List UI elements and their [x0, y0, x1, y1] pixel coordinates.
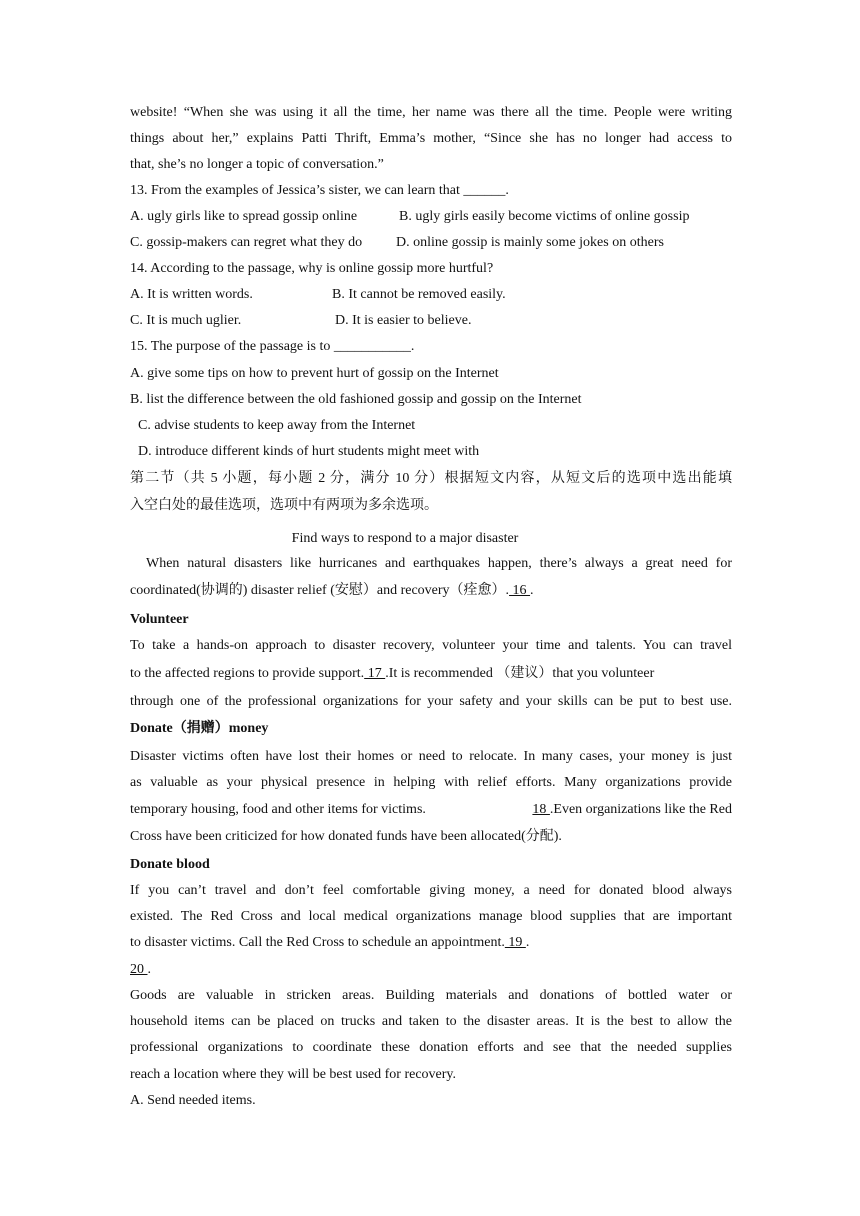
blank-18: 18: [532, 802, 550, 817]
blank-17: 17: [364, 666, 386, 681]
donate-money-paragraph: Disaster victims often have lost their homes or need to relocate. In many cases, your money is just: [130, 749, 732, 764]
article-intro: coordinated(协调的) disaster relief (安慰）and recovery（痊愈）. 16 .: [130, 583, 534, 598]
article-title: Find ways to respond to a major disaster: [291, 531, 519, 546]
q14-option-b: B. It cannot be removed easily.: [332, 287, 506, 302]
answer-option-a: A. Send needed items.: [130, 1093, 256, 1108]
goods-paragraph: Goods are valuable in stricken areas. Building materials and donations of bottled water or: [130, 988, 732, 1003]
section-2-instructions: 第二节（共 5 小题，每小题 2 分，满分 10 分）根据短文内容，从短文后的选项中选出能填: [130, 471, 732, 486]
heading-donate-blood: Donate blood: [130, 857, 210, 872]
blank-20: 20: [130, 962, 148, 977]
q15-option-a: A. give some tips on how to prevent hurt of gossip on the Internet: [130, 366, 499, 381]
volunteer-paragraph: to the affected regions to provide support. 17 .It is recommended （建议）that you volunteer: [130, 666, 655, 681]
q13-option-a: A. ugly girls like to spread gossip online: [130, 209, 358, 224]
q14-option-a: A. It is written words.: [130, 287, 253, 302]
blank-16: 16: [509, 583, 531, 598]
q15-option-d: D. introduce different kinds of hurt students might meet with: [138, 444, 480, 459]
donate-blood-paragraph: to disaster victims. Call the Red Cross to schedule an appointment. 19 .: [130, 935, 530, 950]
passage-line: things about her,” explains Patti Thrift, Emma’s mother, “Since she has no longer had access to: [130, 131, 732, 146]
q14-option-c: C. It is much uglier.: [130, 313, 242, 328]
volunteer-paragraph: To take a hands-on approach to disaster recovery, volunteer your time and talents. You can travel: [130, 638, 732, 653]
volunteer-paragraph: through one of the professional organizations for your safety and your skills can be put to best use.: [130, 694, 732, 709]
question-14-stem: 14. According to the passage, why is online gossip more hurtful?: [130, 261, 494, 276]
goods-paragraph: reach a location where they will be best used for recovery.: [130, 1067, 457, 1082]
article-intro: When natural disasters like hurricanes and earthquakes happen, there’s always a great need for: [146, 556, 732, 571]
q14-option-d: D. It is easier to believe.: [335, 313, 472, 328]
question-13-stem: 13. From the examples of Jessica’s sister, we can learn that ______.: [130, 183, 509, 198]
heading-blank-20: 20 .: [130, 962, 151, 977]
donate-money-paragraph: as valuable as your physical presence in helping with relief efforts. Many organizations provide: [130, 775, 732, 790]
goods-paragraph: professional organizations to coordinate these donation efforts and see that the needed supplies: [130, 1040, 732, 1055]
donate-blood-paragraph: existed. The Red Cross and local medical organizations manage blood supplies that are important: [130, 909, 732, 924]
passage-line: website! “When she was using it all the time, her name was there all the time. People were writing: [130, 105, 732, 120]
q13-option-b: B. ugly girls easily become victims of online gossip: [399, 209, 690, 224]
passage-line: that, she’s no longer a topic of conversation.”: [130, 157, 384, 172]
q15-option-c: C. advise students to keep away from the Internet: [138, 418, 416, 433]
heading-volunteer: Volunteer: [130, 612, 189, 627]
q13-option-d: D. online gossip is mainly some jokes on others: [396, 235, 664, 250]
q13-option-c: C. gossip-makers can regret what they do: [130, 235, 363, 250]
blank-19: 19: [504, 935, 526, 950]
question-15-stem: 15. The purpose of the passage is to ___________.: [130, 339, 415, 354]
section-2-instructions: 入空白处的最佳选项，选项中有两项为多余选项。: [130, 498, 438, 513]
donate-blood-paragraph: If you can’t travel and don’t feel comfortable giving money, a need for donated blood always: [130, 883, 732, 898]
donate-money-paragraph: Cross have been criticized for how donated funds have been allocated(分配).: [130, 829, 562, 844]
donate-money-paragraph: temporary housing, food and other items for victims. 18 .Even organizations like the Red: [130, 802, 732, 817]
q15-option-b: B. list the difference between the old fashioned gossip and gossip on the Internet: [130, 392, 582, 407]
heading-donate-money: Donate（捐赠）money: [130, 721, 269, 736]
goods-paragraph: household items can be placed on trucks and taken to the disaster areas. It is the best to allow the: [130, 1014, 732, 1029]
